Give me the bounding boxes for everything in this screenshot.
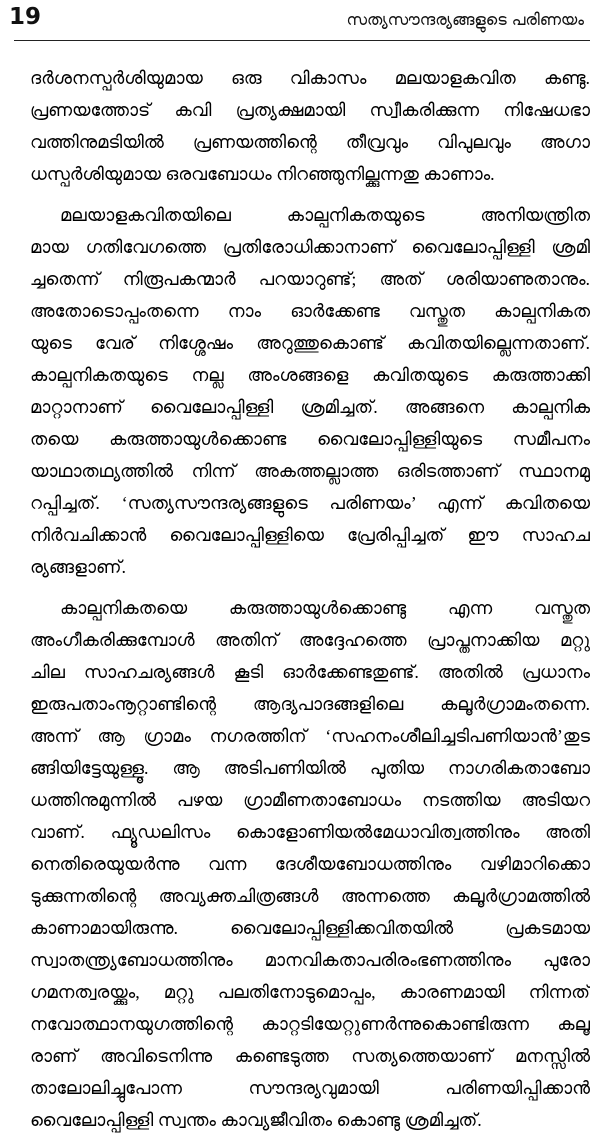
header-rule [14,40,590,41]
text-line: ങ്ങിയിട്ടേയുള്ളൂ. ആ അടിപണിയിൽ പുതിയ നാഗരികതാബോ [30,758,590,778]
text-line: വത്തിനുമടിയിൽ പ്രണയത്തിന്റെ തീവ്രവും വിപുലവും അഗാ [30,132,590,152]
text-line: അംഗീകരിക്കുമ്പോൾ അതിന് അദ്ദേഹത്തെ പ്രാപ്തനാക്കിയ മറ്റു [30,630,590,650]
text-line: കാല്പനികതയുടെ നല്ല അംശങ്ങളെ കവിതയുടെ കരുത്താക്കി [30,365,590,385]
text-line: ടുക്കുന്നതിന്റെ അവ്യക്തചിത്രങ്ങൾ അന്നത്തെ കലൂർഗ്രാമത്തിൽ [30,886,590,906]
text-line: കാണാമായിരുന്നു. വൈലോപ്പിള്ളിക്കവിതയിൽ പ്രകടമായ [30,918,590,938]
running-title: സത്യസൗന്ദര്യങ്ങളുടെ പരിണയം [346,10,584,29]
text-line: ധത്തിനുമുന്നിൽ പഴയ ഗ്രാമീണതാബോധം നടത്തിയ അടിയറ [30,790,590,810]
paragraph-2 [30,199,590,583]
text-line: പ്രണയത്തോട് കവി പ്രത്യക്ഷമായി സ്വീകരിക്കുന്ന നിഷേധഭാ [30,100,590,120]
text-line: ര്യങ്ങളാണ്. [30,557,126,577]
text-line: താലോലിച്ചുപോന്ന സൗന്ദര്യവുമായി പരിണയിപ്പിക്കാൻ [30,1078,590,1098]
page-header [9,0,590,40]
text-line: ധസ്പർശിയുമായ ഒരവബോധം നിറഞ്ഞുനില്ക്കുന്നതു കാണാം. [30,164,495,184]
paragraph-3 [30,592,590,1136]
text-line: തയെ കരുത്തായുൾക്കൊണ്ട വൈലോപ്പിള്ളിയുടെ സമീപനം [30,429,590,449]
text-line: നിർവചിക്കാൻ വൈലോപ്പിള്ളിയെ പ്രേരിപ്പിച്ചത് ഈ സാഹച [30,525,590,545]
text-line: യാഥാതഥ്യത്തിൽ നിന്ന് അകത്തല്ലാത്ത ഒരിടത്താണ് സ്ഥാനമു [30,461,590,481]
text-line: വാണ്. ഫ്യൂഡലിസം കൊളോണിയൽമേധാവിത്വത്തിനും അതി [30,822,590,842]
text-line: ഇരുപതാംനൂറ്റാണ്ടിന്റെ ആദ്യപാദങ്ങളിലെ കലൂർഗ്രാമംതന്നെ. [30,694,590,714]
text-line: ചില സാഹചര്യങ്ങൾ കൂടി ഓർക്കേണ്ടതുണ്ട്. അതിൽ പ്രധാനം [30,662,590,682]
text-line: റപ്പിച്ചത്. ‘സത്യസൗന്ദര്യങ്ങളുടെ പരിണയം’ എന്ന് കവിതയെ [30,493,590,513]
text-line: മാറ്റാനാണ് വൈലോപ്പിള്ളി ശ്രമിച്ചത്. അങ്ങനെ കാല്പനിക [30,397,590,417]
body-text [30,62,590,1145]
text-line: ഗമനത്വരയ്ക്കും, മറ്റു പലതിനോടുമൊപ്പം, കാരണമായി നിന്നത് [30,982,590,1002]
text-line: ച്ചതെന്ന് നിരൂപകന്മാർ പറയാറുണ്ട്; അത് ശരിയാണുതാനും. [30,269,590,289]
text-line: സ്വാതന്ത്ര്യബോധത്തിനും മാനവികതാപരിരംഭണത്തിനും പുരോ [30,950,590,970]
text-line: വൈലോപ്പിള്ളി സ്വന്തം കാവ്യജീവിതം കൊണ്ടു ശ്രമിച്ചത്. [30,1110,482,1130]
text-line: നെതിരെയുയർന്നു വന്ന ദേശീയബോധത്തിനും വഴിമാറിക്കൊ [30,854,590,874]
text-line: യുടെ വേര് നിശ്ശേഷം അറുത്തുകൊണ്ട് കവിതയില്ലെന്നതാണ്. [30,333,590,353]
text-line: ദർശനസ്പർശിയുമായ ഒരു വികാസം മലയാളകവിത കണ്ടു. [30,68,590,88]
text-line: മലയാളകവിതയിലെ കാല്പനികതയുടെ അനിയന്ത്രിത [60,205,590,225]
text-line: അതോടൊപ്പംതന്നെ നാം ഓർക്കേണ്ട വസ്തുത കാല്പനികത [30,301,590,321]
text-line: അന്ന് ആ ഗ്രാമം നഗരത്തിന് ‘സഹനംശീലിച്ചടിപണിയാൻ’തുട [30,726,590,746]
text-line: നവോത്ഥാനയുഗത്തിന്റെ കാറ്റടിയേറ്റുണർന്നുകൊണ്ടിരുന്ന കലൂ [30,1014,590,1034]
paragraph-1 [30,62,590,190]
text-line: രാണ് അവിടെനിന്നു കണ്ടെടുത്ത സത്യത്തെയാണ് മനസ്സിൽ [30,1046,590,1066]
text-line: മായ ഗതിവേഗത്തെ പ്രതിരോധിക്കാനാണ് വൈലോപ്പിള്ളി ശ്രമി [30,237,590,257]
text-line: കാല്പനികതയെ കരുത്തായുൾക്കൊണ്ടു എന്ന വസ്തുത [60,598,590,618]
page-number: 19 [9,4,42,30]
